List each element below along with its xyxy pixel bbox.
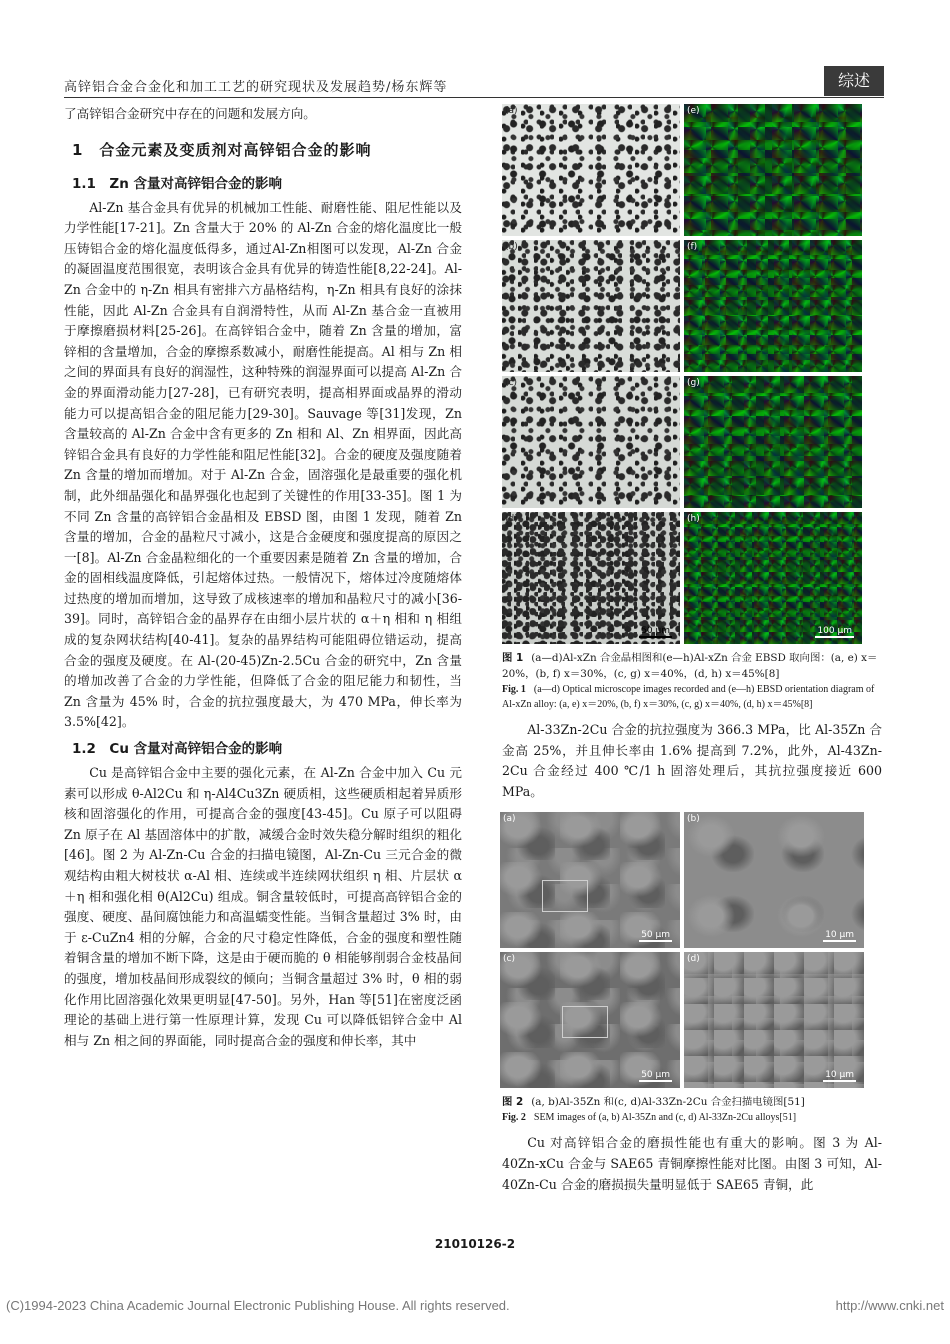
caption-text: (a—d) Optical microscope images recorded and (e—h) EBSD orientation diagram of Al-xZn alloy: (a, e) x＝20%, (b, f) x＝30%, (c, g) x＝40%, (d, h) x＝45%[8] xyxy=(502,684,875,710)
fig1-panel-b xyxy=(502,240,680,372)
caption-label: 图 1 xyxy=(502,652,524,664)
fig1-panel-h xyxy=(684,512,862,644)
scale-bar: 100 μm xyxy=(817,626,852,636)
page-number: 21010126-2 xyxy=(434,1237,516,1251)
section-1-1-heading: 1.1 Zn 含量对高锌铝合金的影响 xyxy=(72,175,283,192)
panel-label: (b) xyxy=(687,814,700,825)
fig1-panel-f xyxy=(684,240,862,372)
intro-tail: 了高锌铝合金研究中存在的问题和发展方向。 xyxy=(64,106,316,121)
scale-bar: 10 μm xyxy=(825,1070,854,1081)
running-header xyxy=(64,70,884,98)
fig1-panel-a xyxy=(502,104,680,236)
fig1-panel-g xyxy=(684,376,862,508)
right-column xyxy=(502,104,882,1195)
panel-label: (a) xyxy=(505,106,518,116)
footer xyxy=(6,1298,944,1313)
panel-label: (e) xyxy=(687,106,700,116)
inset-box xyxy=(542,880,588,912)
section-tag: 综述 xyxy=(824,66,884,96)
scale-bar: 10 μm xyxy=(825,930,854,941)
right-body-2: Cu 对高锌铝合金的磨损性能也有重大的影响。图 3 为 Al-40Zn-xCu 合金与 SAE65 青铜摩擦性能对比图。由图 3 可知，Al-40Zn-Cu 合金的磨损损失量明显低于 SAE65 青铜，此 xyxy=(502,1135,882,1192)
scale-bar: 50 μm xyxy=(641,626,670,636)
panel-label: (h) xyxy=(687,514,700,524)
scale-bar: 50 μm xyxy=(641,1070,670,1081)
panel-label: (c) xyxy=(503,954,515,965)
left-column xyxy=(64,104,462,1051)
fig2-panel-a xyxy=(500,812,680,948)
panel-label: (f) xyxy=(687,242,698,252)
panel-label: (c) xyxy=(505,378,517,388)
figure-1-caption-zh xyxy=(502,650,882,682)
scale-bar: 50 μm xyxy=(641,930,670,941)
section-1-heading: 1 合金元素及变质剂对高锌铝合金的影响 xyxy=(72,140,372,159)
figure-1 xyxy=(502,104,862,644)
caption-label: Fig. 1 xyxy=(502,684,526,695)
fig2-panel-d xyxy=(684,952,864,1088)
caption-text: (a—d)Al-xZn 合金晶相图和(e—h)Al-xZn 合金 EBSD 取向图：(a, e) x＝20%，(b, f) x＝30%，(c, g) x＝40%，(d, h) x＝45%[8] xyxy=(502,652,878,680)
caption-text: (a, b)Al-35Zn 和(c, d)Al-33Zn-2Cu 合金扫描电镜图[51] xyxy=(531,1096,805,1109)
fig1-panel-c xyxy=(502,376,680,508)
caption-label: 图 2 xyxy=(502,1096,524,1109)
figure-2 xyxy=(500,812,864,1088)
inset-box xyxy=(562,1006,608,1038)
running-title: 高锌铝合金合金化和加工工艺的研究现状及发展趋势/杨东辉等 xyxy=(64,80,448,95)
fig2-panel-b xyxy=(684,812,864,948)
panel-label: (b) xyxy=(505,242,518,252)
copyright-text: (C)1994-2023 China Academic Journal Electronic Publishing House. All rights reserved. xyxy=(6,1298,510,1313)
right-body-1: Al-33Zn-2Cu 合金的抗拉强度为 366.3 MPa，比 Al-35Zn 合金高 25%，并且伸长率由 1.6% 提高到 7.2%，此外，Al-43Zn-2Cu 合金经过 400 ℃/1 h 固溶处理后，其抗拉强度接近 600 MPa。 xyxy=(502,722,882,799)
fig1-panel-d xyxy=(502,512,680,644)
footer-link[interactable]: http://www.cnki.net xyxy=(835,1298,944,1313)
figure-1-caption-en xyxy=(502,682,882,712)
section-1-1-body: Al-Zn 基合金具有优异的机械加工性能、耐磨性能、阻尼性能以及力学性能[17-21]。Zn 含量大于 20% 的 Al-Zn 合金的熔化温度比一般压铸铝合金的熔化温度低得多，通过Al-Zn相图可以发现，Al-Zn 合金的凝固温度范围很宽，表明该合金具有优异的铸造性能[8,22-24]。Al-Zn 合金中的 η-Zn 相具有密排六方晶格结构，η-Zn 相具有良好的涂抹性能，因此 Al-Zn 合金具有自润滑特性，从而 Al-Zn 基合金一直被用于摩擦磨损材料[25-26]。在高锌铝合金中，随着 Zn 含量的增加，富锌相的含量增加，合金的摩擦系数减小，耐磨性能提高。Al 相与 Zn 相之间的界面具有良好的润湿性，这种特殊的润湿界面可以提高 Al-Zn 合金的界面滑动能力[27-28]，已有研究表明，提高相界面或晶界的滑动能力可以提高铝合金的阻尼能力[29-30]。Sauvage 等[31]发现，Zn 含量较高的 Al-Zn 合金中含有更多的 Zn 相和 Al、Zn 相界面，因此高锌铝合金具有良好的力学性能和阻尼性能[32]。合金的硬度及强度随着 Zn 含量的增加而增加。对于 Al-Zn 合金，固溶强化是最重要的强化机制，此外细晶强化和晶界强化也起到了关键性的作用[33-35]。图 1 为不同 Zn 含量的高锌铝合金晶相及 EBSD 图，由图 1 发现，随着 Zn 含量的增加，合金的晶粒尺寸减小，这是合金硬度和强度提高的原因之一[8]。Al-Zn 合金晶粒细化的一个重要因素是随着 Zn 含量的增加，合金的固相线温度降低，引起熔体过热。一般情况下，熔体过冷度随熔体过热度的增加而增加，这导致了成核速率的增加和晶粒尺寸的减小[36-39]。同时，高锌铝合金的晶界存在由细小层片状的 α＋η 相和 η 相组成的复杂网状结构[40-41]。复杂的晶界结构可能阻碍位错运动，提高合金的强度及硬度。在 Al-(20-45)Zn-2.5Cu 合金的研究中，Zn 含量的增加改善了合金的力学性能，但降低了合金的阻尼能力和韧性，当 Zn 含量为 45% 时，合金的抗拉强度最大，为 470 MPa，伸长率为 3.5%[42]。 xyxy=(64,199,462,730)
caption-text: SEM images of (a, b) Al-35Zn and (c, d) Al-33Zn-2Cu alloys[51] xyxy=(533,1112,797,1124)
caption-label: Fig. 2 xyxy=(502,1112,526,1124)
section-1-2-heading: 1.2 Cu 含量对高锌铝合金的影响 xyxy=(72,741,283,758)
fig2-panel-c xyxy=(500,952,680,1088)
panel-label: (d) xyxy=(505,514,518,524)
panel-label: (d) xyxy=(687,954,700,965)
panel-label: (a) xyxy=(503,814,516,825)
fig1-panel-e xyxy=(684,104,862,236)
section-1-2-body: Cu 是高锌铝合金中主要的强化元素，在 Al-Zn 合金中加入 Cu 元素可以形成 θ-Al2Cu 和 η-Al4Cu3Zn 硬质相，这些硬质相起着异质形核和固溶强化的作用，可提高合金的强度[43-45]。Cu 原子可以阻碍 Zn 原子在 Al 基固溶体中的扩散，减缓合金时效失稳分解时组织的粗化[46]。图 2 为 Al-Zn-Cu 合金的扫描电镜图，Al-Zn-Cu 三元合金的微观结构由粗大树枝状 α-Al 相、连续或半连续网状组织 η 相、片层状 α＋η 相和强化相 θ(Al2Cu) 组成。铜含量较低时，可提高高锌铝合金的强度、硬度、晶间腐蚀能力和高温蠕变性能。当铜含量超过 3% 时，由于 ε-CuZn4 相的分解，合金的尺寸稳定性降低，合金的强度和塑性随着铜含量的增加不断下降，这是由于硬而脆的 θ 相能够削弱合金枝晶间的强度，增加枝晶间形成裂纹的倾向；当铜含量超过 3% 时，θ 相的弱化作用比固溶强化效果更明显[47-50]。另外，Han 等[51]在密度泛函理论的基础上进行第一性原理计算，发现 Cu 可以降低铝锌合金中 Al 相与 Zn 相之间的界面能，同时提高合金的强度和伸长率，其中 xyxy=(64,765,462,1048)
figure-2-caption-en xyxy=(502,1110,882,1125)
panel-label: (g) xyxy=(687,378,700,388)
figure-2-caption-zh xyxy=(502,1094,882,1110)
